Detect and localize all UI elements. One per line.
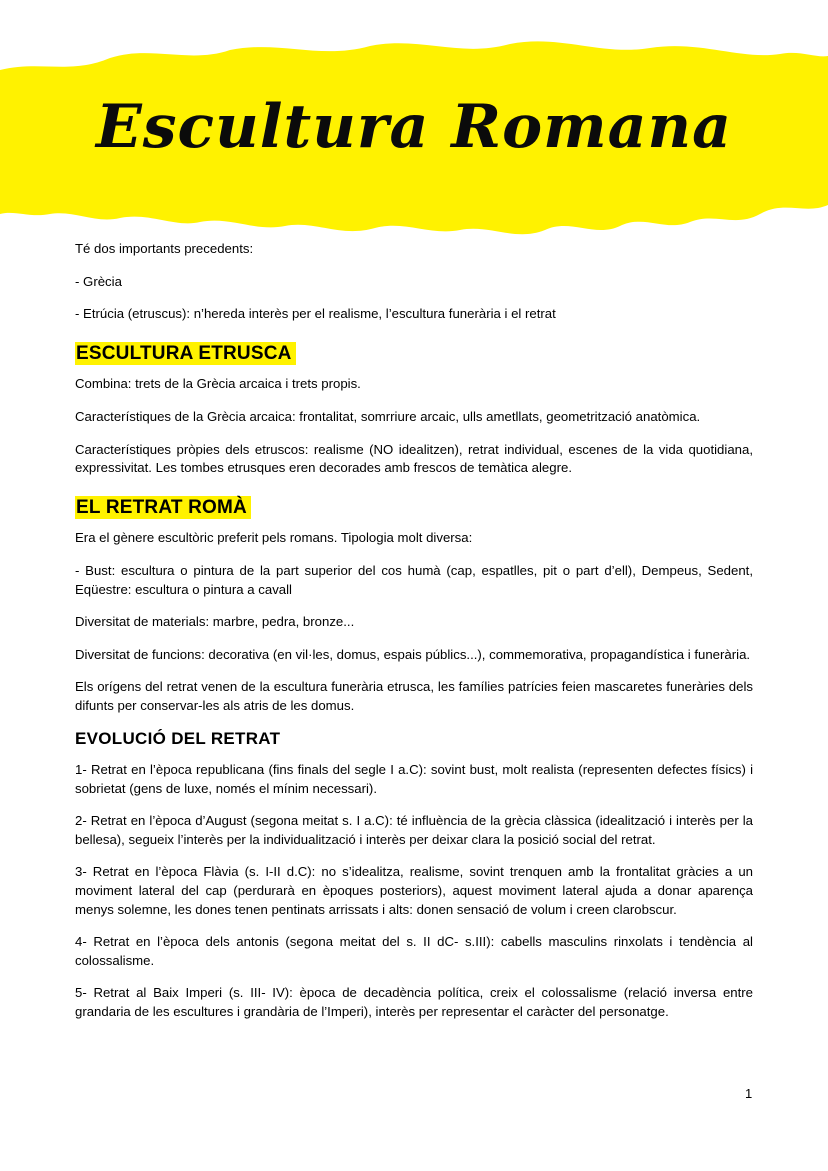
paragraph: Característiques pròpies dels etruscos: realisme (NO idealitzen), retrat individual, escenes de la vida quotidiana, expressivitat. Les tombes etrusques eren decorades amb frescos de temàtica alegre. (75, 441, 753, 476)
paragraph: 5- Retrat al Baix Imperi (s. III- IV): època de decadència política, creix el colossalisme (relació inversa entre grandaria de les escultures i grandària de l’Imperi), interès per representar el caràcter del personatge. (75, 985, 753, 1020)
paragraph: Diversitat de materials: marbre, pedra, bronze... (75, 614, 355, 630)
paragraph: Combina: trets de la Grècia arcaica i trets propis. (75, 376, 361, 392)
paragraph: 2- Retrat en l’època d’August (segona meitat s. I a.C): té influència de la grècia clàssica (idealització i interès per la bellesa), segueix l’interès per la individualització i interès per deixar clara la posició social del retrat. (75, 813, 753, 847)
paragraph: Característiques de la Grècia arcaica: frontalitat, somrriure arcaic, ulls ametllats, geometrització anatòmica. (75, 408, 701, 424)
intro-line: - Grècia (75, 273, 122, 289)
section-heading-evolucio: EVOLUCIÓ DEL RETRAT (75, 728, 281, 748)
intro-line: Té dos importants precedents: (75, 241, 254, 256)
paragraph: Els orígens del retrat venen de la escultura funerària etrusca, les famílies patrícies feien mascaretes funeràries dels difunts per conservar-les als atris de les domus. (75, 679, 753, 713)
document-body (75, 240, 753, 1036)
paragraph: - Bust: escultura o pintura de la part superior del cos humà (cap, espatlles, pit o part d’ell), Dempeus, Sedent, Eqüestre: escultura o pintura a cavall (75, 562, 753, 597)
intro-line: - Etrúcia (etruscus): n’hereda interès per el realisme, l’escultura funerària i el retrat (75, 306, 556, 322)
title-banner (0, 0, 828, 250)
paragraph: Era el gènere escultòric preferit pels romans. Tipologia molt diversa: (75, 530, 473, 546)
page-title: Escultura Romana (96, 92, 732, 162)
paragraph: 1- Retrat en l’època republicana (fins finals del segle I a.C): sovint bust, molt realista (representen defectes físics) i sobrietat (gens de luxe, només el mínim necessari). (75, 762, 753, 796)
page-number: 1 (745, 1086, 753, 1101)
paragraph: 3- Retrat en l’època Flàvia (s. I-II d.C): no s’idealitza, realisme, sovint trenquen amb la frontalitat gràcies a un moviment lateral del cap (perdurarà en èpoques posteriors), aquest moviment lateral ajuda a donar aparença menys solemne, les dones tenen pentinats arrissats i alts: donen sensació de volum i creen clarobscur. (75, 864, 753, 917)
paragraph: Diversitat de funcions: decorativa (en vil·les, domus, espais públics...), commemorativa, propagandística i funerària. (75, 646, 751, 662)
paragraph: 4- Retrat en l’època dels antonis (segona meitat del s. II dC- s.III): cabells masculins rinxolats i tendència al colossalisme. (75, 934, 753, 968)
section-heading-etrusca: ESCULTURA ETRUSCA (75, 342, 296, 366)
section-heading-retrat: EL RETRAT ROMÀ (75, 496, 251, 520)
